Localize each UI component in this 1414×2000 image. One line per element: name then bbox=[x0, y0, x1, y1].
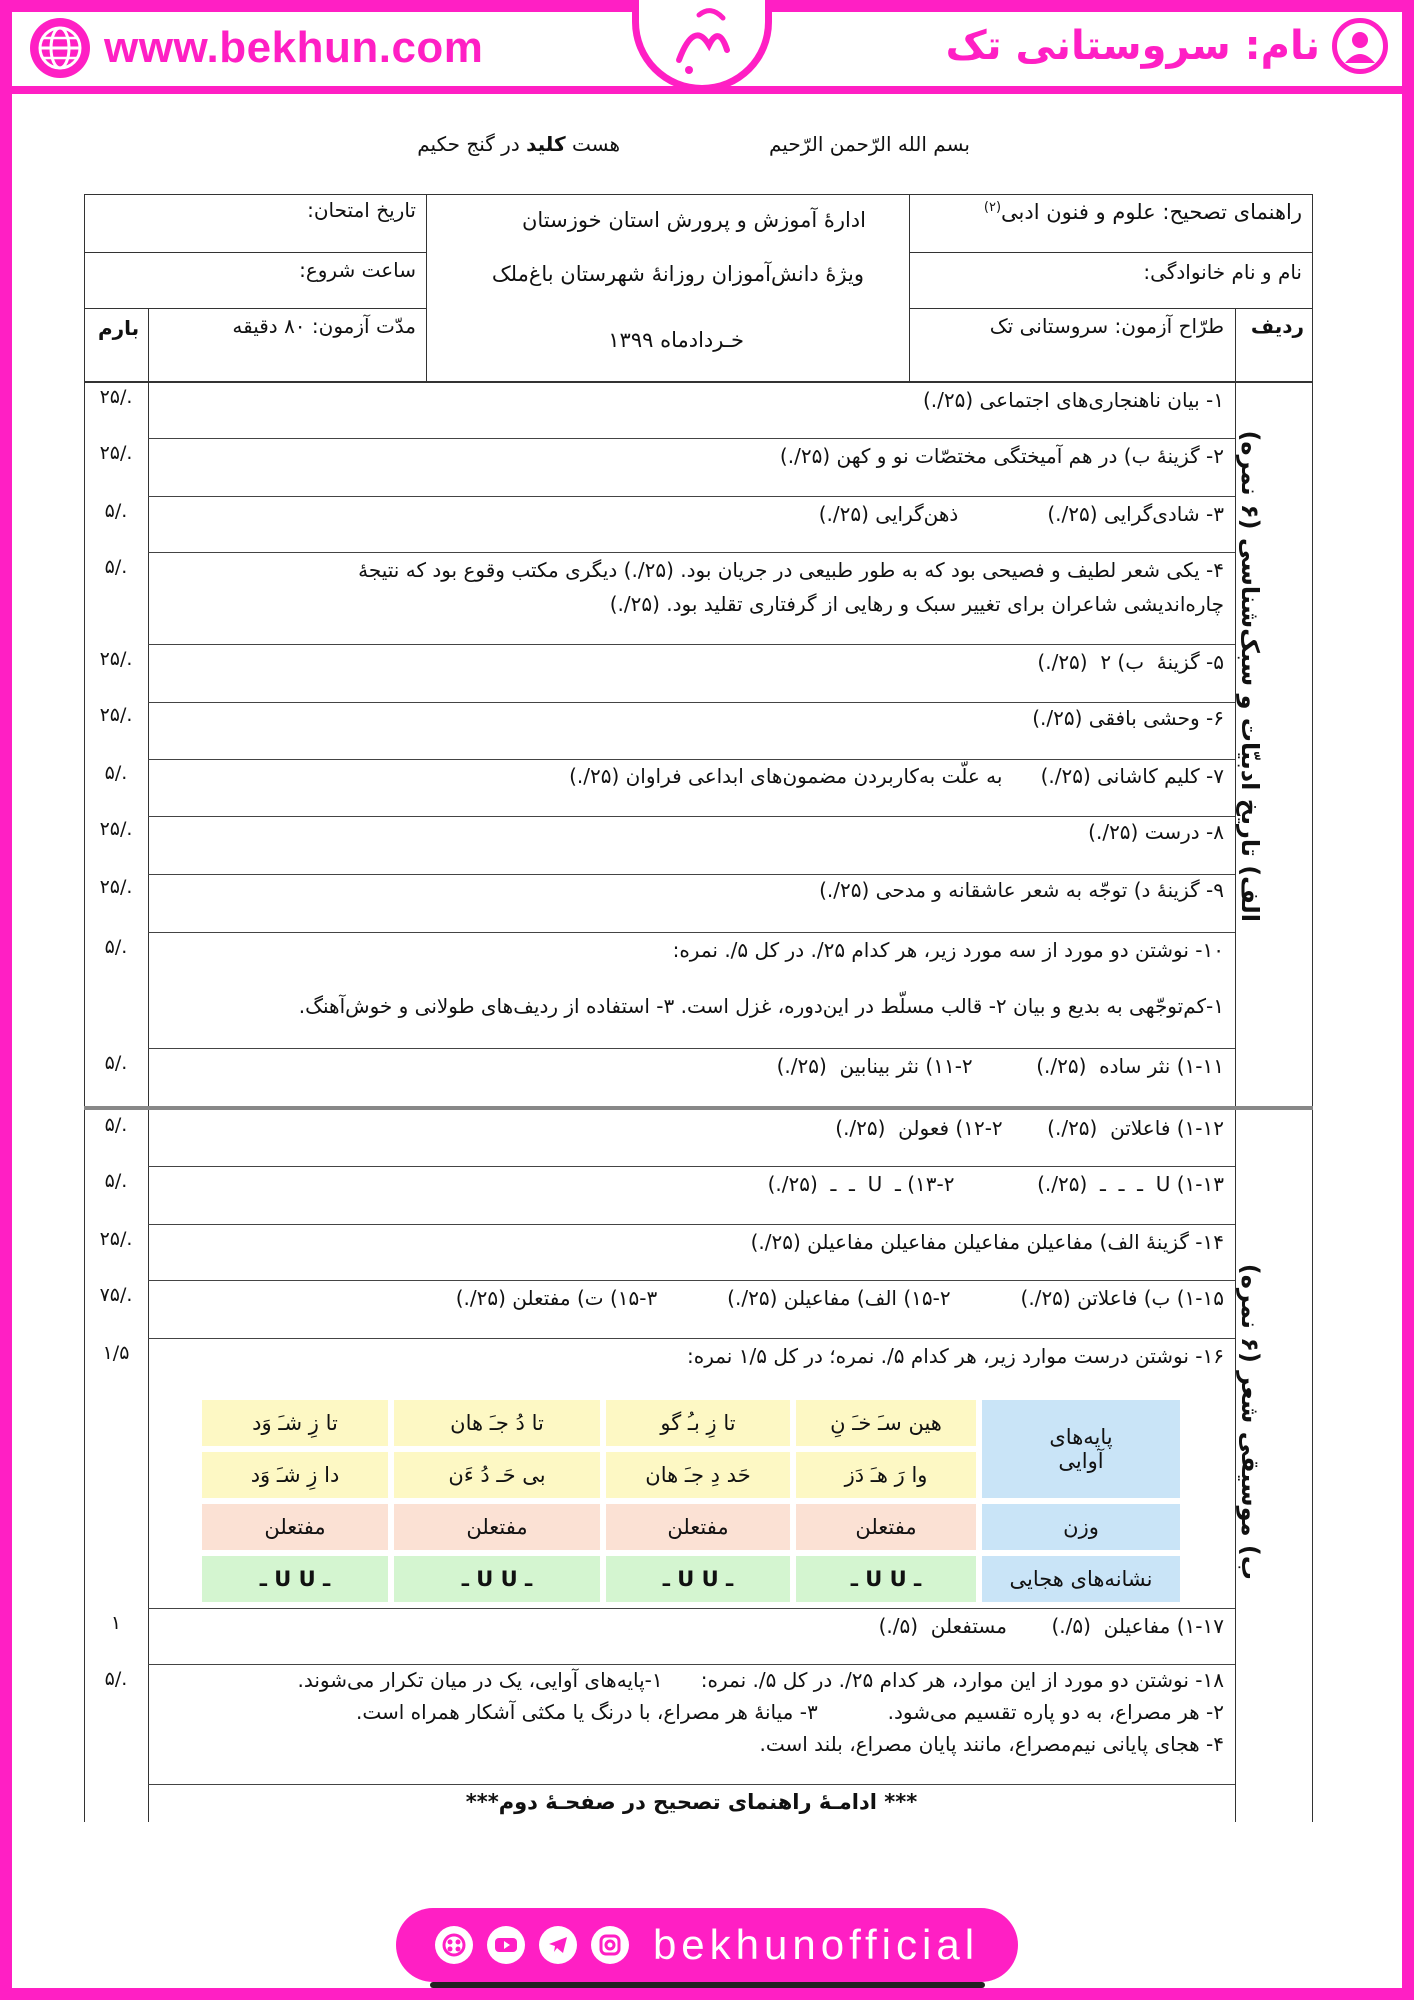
grid-signs-c3: ـ U U ـ bbox=[394, 1556, 600, 1602]
row-divider bbox=[148, 759, 1235, 760]
row-divider bbox=[148, 932, 1235, 933]
score-6: ۲۵/. bbox=[99, 704, 133, 726]
row-divider bbox=[148, 1166, 1235, 1167]
grid-feet-r1-c2: تا زِ بـُ گو bbox=[606, 1400, 790, 1446]
guide-sup: (۲) bbox=[983, 200, 1002, 215]
top-banner bbox=[0, 0, 1414, 92]
grid-meter-c1: مفتعلن bbox=[796, 1504, 976, 1550]
grid-feet-r2-c1: وا رَ هـَ دَز bbox=[796, 1452, 976, 1498]
exam-month: خـردادماه ۱۳۹۹ bbox=[608, 328, 744, 352]
score-11: ۵/. bbox=[104, 1052, 128, 1074]
score-10: ۵/. bbox=[104, 936, 128, 958]
answer-1: ۱- بیان ناهنجاری‌های اجتماعی (۲۵/.) bbox=[922, 388, 1224, 412]
telegram-icon[interactable] bbox=[539, 1926, 577, 1964]
score-7: ۵/. bbox=[104, 762, 128, 784]
answer-4-line1: ۴- یکی شعر لطیف و فصیحی بود که به طور طبیعی در جریان بود. (۲۵/.) دیگری مکتب وقوع بود که نتیجهٔ bbox=[358, 558, 1224, 582]
website-link[interactable] bbox=[30, 16, 483, 80]
answer-9: ۹- گزینهٔ د) توجّه به شعر عاشقانه و مدحی (۲۵/.) bbox=[819, 878, 1224, 902]
header-hline-l2 bbox=[84, 308, 426, 309]
grid-label-feet bbox=[982, 1400, 1180, 1498]
row-divider bbox=[148, 1224, 1235, 1225]
answer-6: ۶- وحشی بافقی (۲۵/.) bbox=[1032, 706, 1224, 730]
row-divider bbox=[148, 1280, 1235, 1281]
row-divider bbox=[148, 438, 1235, 439]
grid-signs-c1: ـ U U ـ bbox=[796, 1556, 976, 1602]
section-a-title: الف) تاریخ ادبیّات و سبک‌شناسی (۶ نمره) bbox=[1236, 430, 1264, 922]
exam-date-label: تاریخ امتحان: bbox=[307, 198, 416, 222]
office-line1: ادارهٔ آموزش و پرورش استان خوزستان bbox=[521, 208, 866, 232]
barem-header: بارم bbox=[98, 316, 140, 340]
radif-divider bbox=[1235, 308, 1236, 382]
grid-signs-c2: ـ U U ـ bbox=[606, 1556, 790, 1602]
score-5: ۲۵/. bbox=[99, 648, 133, 670]
grid-label-meter: وزن bbox=[982, 1504, 1180, 1550]
score-col-divider bbox=[148, 382, 149, 1822]
designer-label: طرّاح آزمون: سروستانی تک bbox=[989, 314, 1224, 338]
answer-10-line2: ۱-کم‌توجّهی به بدیع و بیان ۲- قالب مسلّط در این‌دوره، غزل است. ۳- استفاده از ردیف‌های طولانی و خوش‌آهنگ. bbox=[298, 994, 1224, 1018]
globe-icon bbox=[30, 18, 90, 78]
score-4: ۵/. bbox=[104, 556, 128, 578]
row-divider bbox=[148, 496, 1235, 497]
row-divider bbox=[148, 1664, 1235, 1665]
office-line2: ویژهٔ دانش‌آموزان روزانهٔ شهرستان باغ‌ملک bbox=[491, 262, 864, 286]
guide-text: راهنمای تصحیح: علوم و فنون ادبی bbox=[1001, 200, 1302, 224]
score-2: ۲۵/. bbox=[99, 442, 133, 464]
answer-13: ۱-۱۳) U ـ ـ ـ (۲۵/.) ۲-۱۳) ـ U ـ ـ (۲۵/.) bbox=[767, 1172, 1224, 1196]
answer-8: ۸- درست (۲۵/.) bbox=[1088, 820, 1224, 844]
row-divider bbox=[148, 874, 1235, 875]
grid-signs-c4: ـ U U ـ bbox=[202, 1556, 388, 1602]
guide-title bbox=[984, 200, 1302, 224]
user-icon bbox=[1332, 18, 1388, 74]
score-12: ۵/. bbox=[104, 1114, 128, 1136]
section-b-title: ب) موسیقی شعر (۶ نمره) bbox=[1236, 1263, 1264, 1580]
row-divider bbox=[148, 552, 1235, 553]
motto-post: در گنج حکیم bbox=[417, 132, 520, 156]
score-17: ۱ bbox=[110, 1612, 122, 1634]
top-divider bbox=[0, 86, 1414, 94]
author-label bbox=[946, 14, 1388, 78]
answer-10-line1: ۱۰- نوشتن دو مورد از سه مورد زیر، هر کدام ۲۵/. در کل ۵/. نمره: bbox=[672, 938, 1224, 962]
score-9: ۲۵/. bbox=[99, 876, 133, 898]
motto-pre: هست bbox=[571, 132, 620, 156]
grid-label-signs: نشانه‌های هجایی bbox=[982, 1556, 1180, 1602]
answer-7: ۷- کلیم کاشانی (۲۵/.) به علّت به‌کاربردن مضمون‌های ابداعی فراوان (۲۵/.) bbox=[569, 764, 1224, 788]
answer-17: ۱-۱۷) مفاعیلن (۵/.) مستفعلن (۵/.) bbox=[878, 1614, 1224, 1638]
start-time-label: ساعت شروع: bbox=[299, 258, 416, 282]
score-3: ۵/. bbox=[104, 500, 128, 522]
aparat-icon[interactable] bbox=[435, 1926, 473, 1964]
motto-bold: کلید bbox=[526, 132, 566, 156]
motto bbox=[360, 132, 620, 156]
score-8: ۲۵/. bbox=[99, 818, 133, 840]
row-divider bbox=[148, 644, 1235, 645]
header-hline-r1 bbox=[910, 252, 1313, 253]
instagram-icon[interactable] bbox=[591, 1926, 629, 1964]
score-18: ۵/. bbox=[104, 1668, 128, 1690]
section-separator bbox=[84, 1106, 1313, 1110]
grid-feet-r1-c3: تا دُ جـَ هان bbox=[394, 1400, 600, 1446]
row-divider bbox=[148, 1338, 1235, 1339]
row-divider bbox=[148, 1048, 1235, 1049]
radif-header: ردیف bbox=[1250, 314, 1304, 338]
author-name: نام: سروستانی تک bbox=[945, 23, 1320, 69]
header-hline-l1 bbox=[84, 252, 426, 253]
score-15: ۷۵/. bbox=[99, 1284, 133, 1306]
grid-meter-c4: مفتعلن bbox=[202, 1504, 388, 1550]
website-url: www.bekhun.com bbox=[104, 23, 484, 72]
score-13: ۵/. bbox=[104, 1170, 128, 1192]
score-14: ۲۵/. bbox=[99, 1228, 133, 1250]
grid-label-feet-1: پایه‌های bbox=[1049, 1425, 1113, 1449]
grid-feet-r2-c3: بی حَـ دُ ءَن bbox=[394, 1452, 600, 1498]
answer-15: ۱-۱۵) ب) فاعلاتن (۲۵/.) ۲-۱۵) الف) مفاعیلن (۲۵/.) ۳-۱۵) ت) مفتعلن (۲۵/.) bbox=[455, 1286, 1224, 1310]
youtube-icon[interactable] bbox=[487, 1926, 525, 1964]
answer-12: ۱-۱۲) فاعلاتن (۲۵/.) ۲-۱۲) فعولن (۲۵/.) bbox=[835, 1116, 1224, 1140]
row-divider bbox=[148, 1608, 1235, 1609]
grid-feet-r2-c2: حَد دِ جـَ هان bbox=[606, 1452, 790, 1498]
social-bar bbox=[396, 1908, 1018, 1982]
social-handle[interactable]: bekhunofficial bbox=[652, 1921, 980, 1968]
answer-14: ۱۴- گزینهٔ الف) مفاعیلن مفاعیلن مفاعیلن مفاعیلن (۲۵/.) bbox=[750, 1230, 1224, 1254]
answer-18-line3: ۴- هجای پایانی نیم‌مصراع، مانند پایان مصراع، بلند است. bbox=[759, 1732, 1224, 1756]
grid-label-feet-2: آوایی bbox=[1058, 1449, 1104, 1473]
bismillah: بسم الله الرّحمن الرّحیم bbox=[768, 132, 970, 156]
answer-18-line2: ۲- هر مصراع، به دو پاره تقسیم می‌شود. ۳- میانهٔ هر مصراع، با درنگ یا مکثی آشکار همراه است. bbox=[355, 1700, 1224, 1724]
score-16: ۱/۵ bbox=[102, 1342, 130, 1364]
row-divider bbox=[148, 702, 1235, 703]
grid-feet-r1-c1: هین سـَ خـَ نِ bbox=[796, 1400, 976, 1446]
grid-feet-r2-c4: دا زِ شـَ وَد bbox=[202, 1452, 388, 1498]
bekhun-logo bbox=[632, 0, 772, 92]
answer-5: ۵- گزینهٔ ب) ۲ (۲۵/.) bbox=[1037, 650, 1224, 674]
answer-18-line1: ۱۸- نوشتن دو مورد از این موارد، هر کدام ۲۵/. در کل ۵/. نمره: ۱-پایه‌های آوایی، یک در میان تکرار می‌شوند. bbox=[297, 1668, 1224, 1692]
answer-4-line2: چاره‌اندیشی شاعران برای تغییر سبک و رهایی از گرفتاری تقلید بود. (۲۵/.) bbox=[609, 592, 1224, 616]
bottom-bar-shadow bbox=[430, 1982, 985, 1988]
grid-feet-r1-c4: تا زِ شـَ وَد bbox=[202, 1400, 388, 1446]
row-divider bbox=[148, 816, 1235, 817]
answer-3: ۳- شادی‌گرایی (۲۵/.) ذهن‌گرایی (۲۵/.) bbox=[818, 502, 1224, 526]
answer-11: ۱-۱۱) نثر ساده (۲۵/.) ۲-۱۱) نثر بینابین (۲۵/.) bbox=[776, 1054, 1224, 1078]
answer-2: ۲- گزینهٔ ب) در هم آمیختگی مختصّات نو و کهن (۲۵/.) bbox=[779, 444, 1224, 468]
score-1: ۲۵/. bbox=[99, 386, 133, 408]
answer-16: ۱۶- نوشتن درست موارد زیر، هر کدام ۵/. نمره؛ در کل ۱/۵ نمره: bbox=[686, 1344, 1224, 1368]
grid-meter-c3: مفتعلن bbox=[394, 1504, 600, 1550]
barem-divider bbox=[148, 308, 149, 382]
name-field-label: نام و نام خانوادگی: bbox=[1143, 260, 1302, 284]
duration-label: مدّت آزمون: ۸۰ دقیقه bbox=[232, 314, 416, 338]
header-hline-r2 bbox=[910, 308, 1313, 309]
continuation-note: *** ادامـهٔ راهنمای تصحیح در صفحـهٔ دوم*** bbox=[465, 1790, 918, 1814]
row-divider bbox=[148, 1784, 1235, 1785]
grid-meter-c2: مفتعلن bbox=[606, 1504, 790, 1550]
